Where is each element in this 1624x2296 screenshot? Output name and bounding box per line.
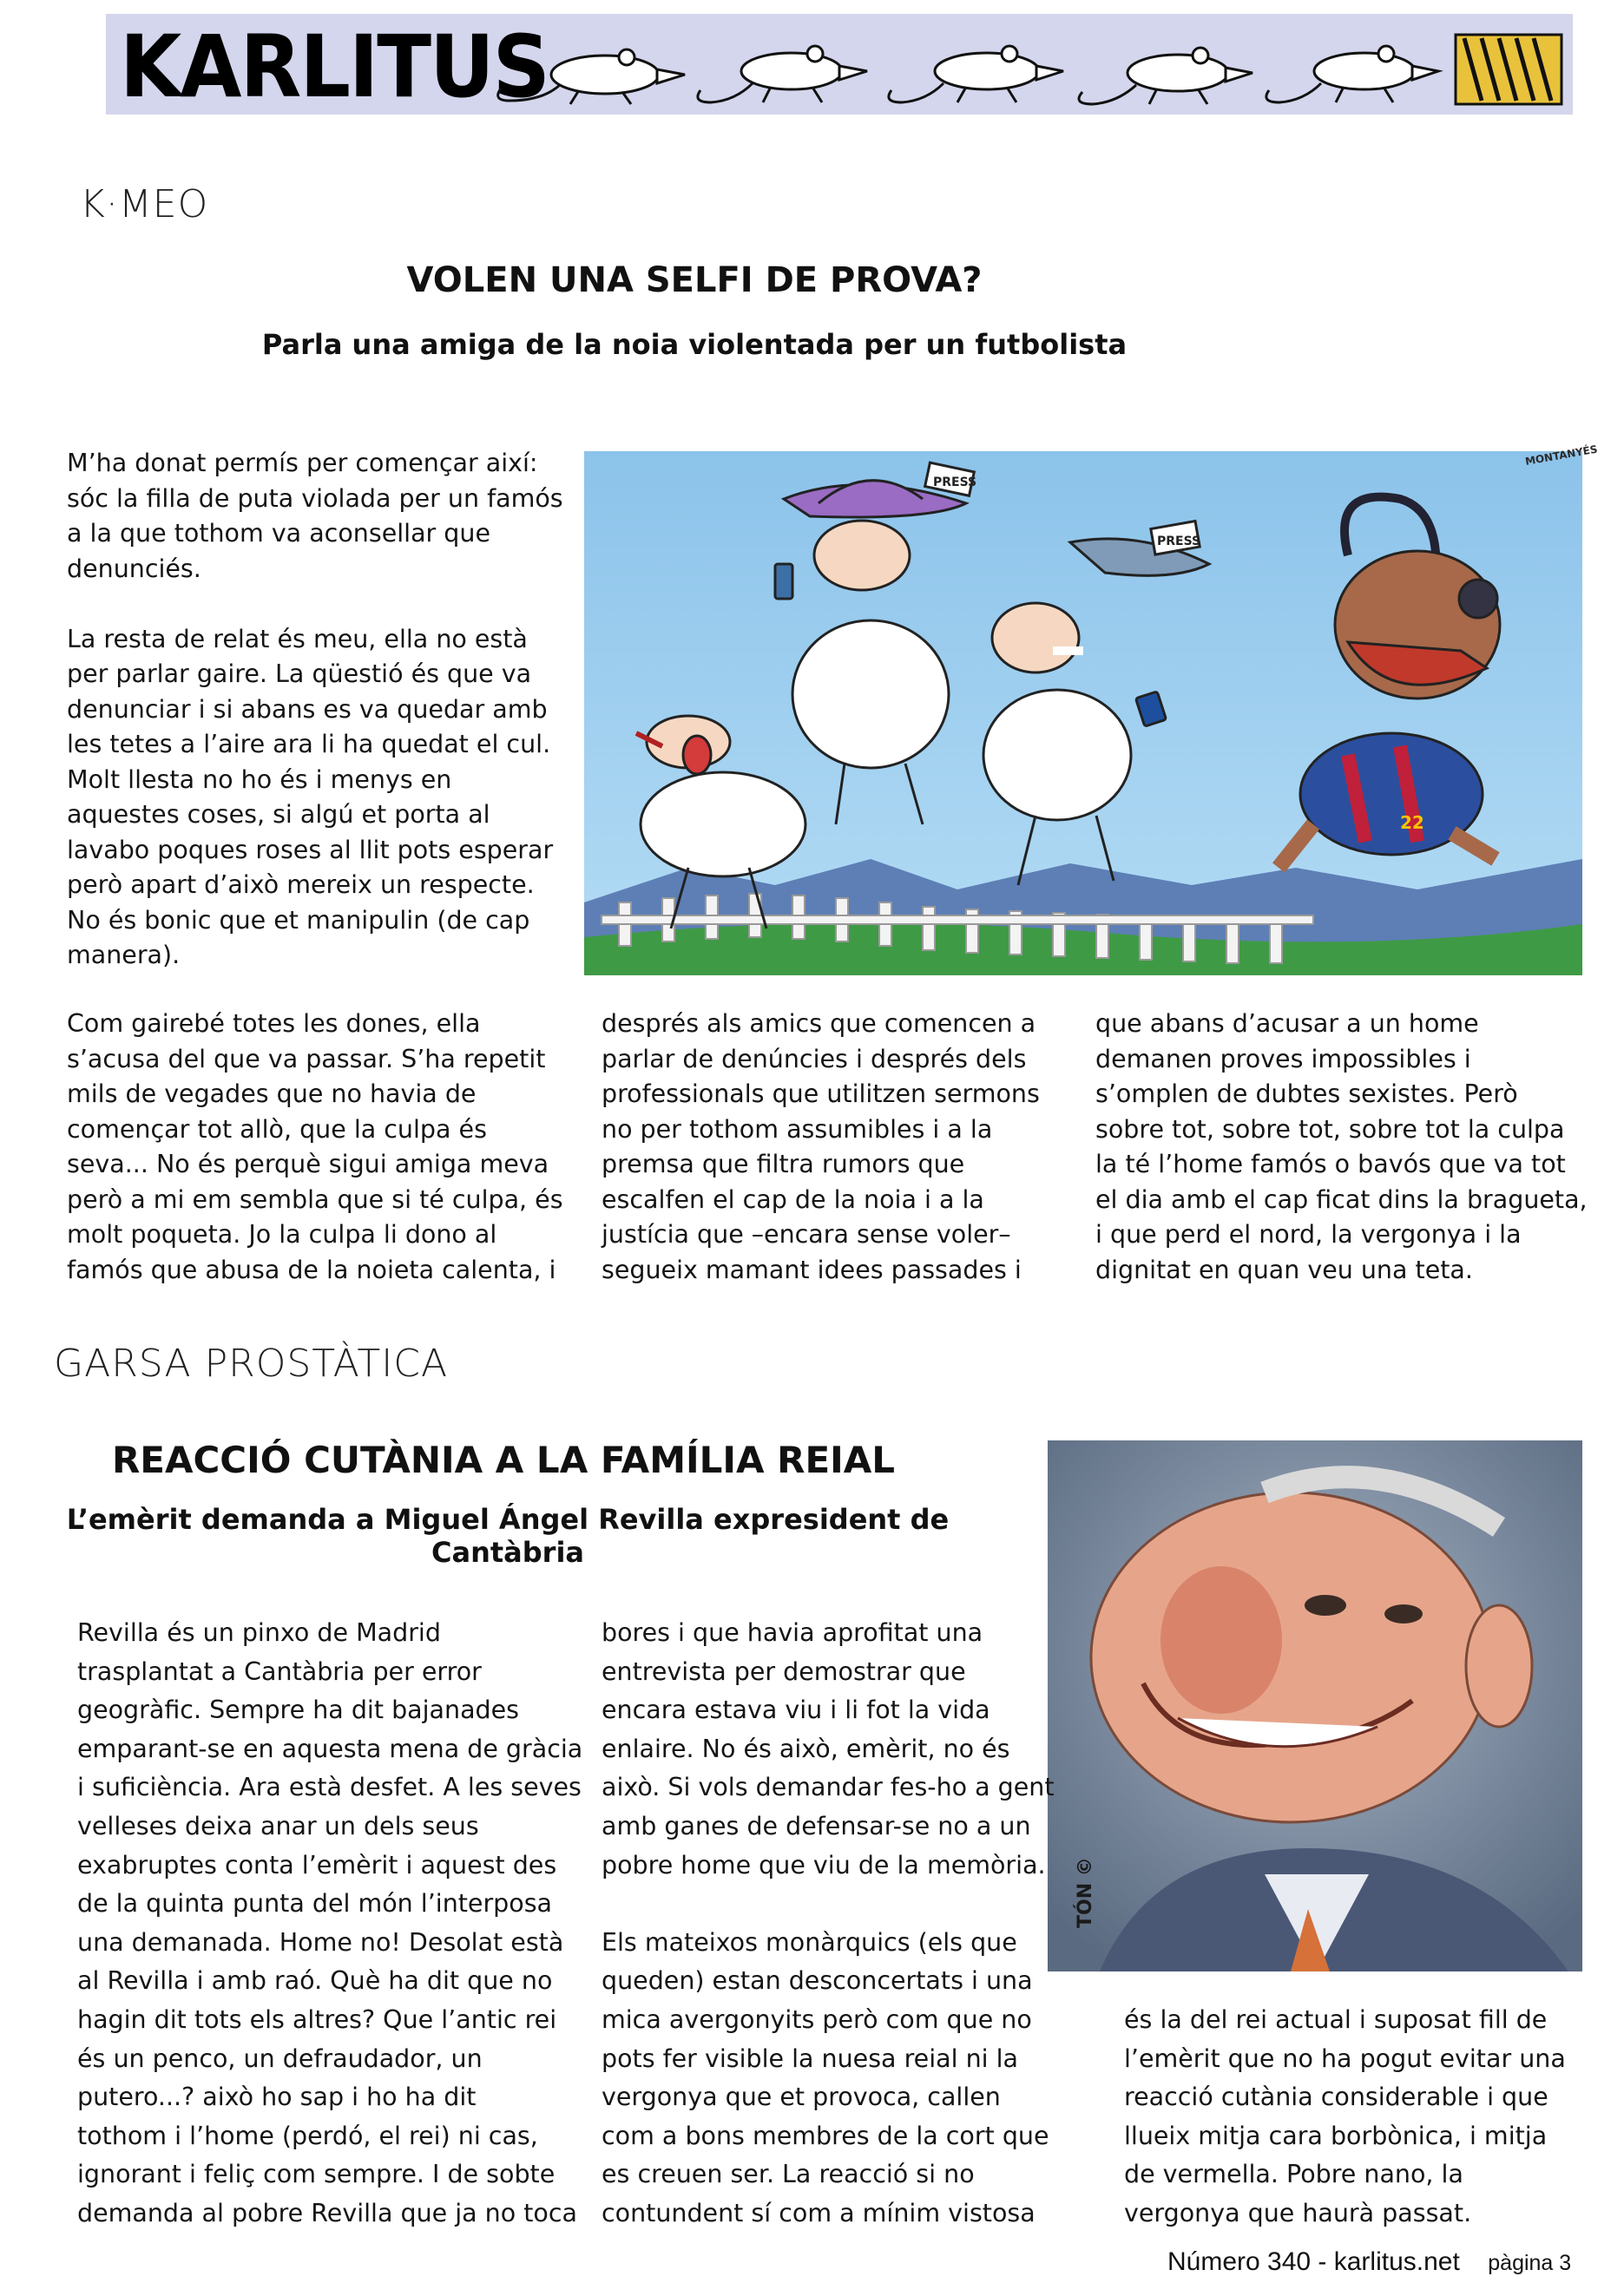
subhead-reaccio: L’emèrit demanda a Miguel Ángel Revilla expresident de Cantàbria (66, 1503, 950, 1569)
section2-column2: bores i que havia aprofitat una entrevista per demostrar que encara estava viu i li fot la vida enlaire. No és això, emèrit, no és això. Si vols demandar fes-ho a gent amb ganes de defensar-se no a un pobre home que viu de la memòria. Els mateixos monàrquics (els que queden) estan desconcertats i una mica avergonyits però com que no pots fer visible la nuesa reial ni la vergonya que et provoca, callen com a bons membres de la cort que es creuen ser. La reacció si no contundent sí com a mínim vistosa (602, 1618, 1055, 2227)
jersey-number: 22 (1400, 812, 1424, 833)
subhead-selfi: Parla una amiga de la noia violentada per un futbolista (261, 328, 1128, 361)
section-label-garsa: GARSA PROSTÀTICA (54, 1342, 449, 1386)
cartoon-illustration (584, 443, 1599, 975)
section1-column1: Com gairebé totes les dones, ella s’acusa del que va passar. S’ha repetit mils de vegades que no havia de començar tot allò, que la culpa és seva... No és perquè sigui amiga meva però a mi em sembla que si té culpa, és molt poqueta. Jo la culpa li dono al famós que abusa de la noieta calenta, i (67, 1009, 563, 1284)
page-footer (1167, 2247, 1619, 2282)
section2-column3: és la del rei actual i suposat fill de l’emèrit que no ha pogut evitar una reacció cutània considerable i que llueix mitja cara borbònica, i mitja de vermella. Pobre nano, la vergonya que haurà passat. (1124, 2005, 1566, 2227)
headline-selfi: VOLEN UNA SELFI DE PROVA? (406, 260, 983, 300)
portrait-svg (1048, 1440, 1582, 1971)
cartoon-svg (584, 443, 1599, 975)
intro-paragraph: M’ha donat permís per començar així: sóc la filla de puta violada per un famós a la que tothom va aconsellar que denunciés. La resta de relat és meu, ella no està per parlar gaire. La qüestió és que va denunciar i si abans es va quedar amb les tetes a l’aire ara li ha quedat el cul. Molt llesta no ho és i menys en aquestes coses, si algú et porta al lavabo poques roses al llit pots esperar però apart d’això mereix un respecte. No és bonic que et manipulin (de cap manera). (67, 449, 563, 969)
cartoon-signature: MONTANYÉS (1524, 443, 1599, 468)
section1-column3: que abans d’acusar a un home demanen proves impossibles i s’omplen de dubtes sexistes. Però sobre tot, sobre tot, sobre tot la culpa la té l’home famós o bavós que va tot el dia amb el cap ficat dins la bragueta, i que perd el nord, la vergonya i la dignitat en quan veu una teta. (1095, 1009, 1588, 1284)
press-label-2: PRESS (1157, 535, 1201, 548)
rats-illustration (483, 21, 1568, 113)
footer-page: pàgina 3 (1488, 2251, 1572, 2275)
header-banner (106, 14, 1573, 115)
section2-column1: Revilla és un pinxo de Madrid trasplantat a Cantàbria per error geogràfic. Sempre ha dit bajanades emparant-se en aquesta mena de gràcia i suficiència. Ara està desfet. A les seves velleses deixa anar un dels seus exabruptes conta l’emèrit i aquest des de la quinta punta del món l’interposa una demanada. Home no! Desolat està al Revilla i amb raó. Què ha dit que no hagin dit tots els altres? Que l’antic rei és un penco, un defraudador, un putero...? això ho sap i ho ha dit tothom i l’home (perdó, el rei) ni cas, ignorant i feliç com sempre. I de sobte demanda al pobre Revilla que ja no toca (77, 1618, 583, 2227)
section-label-kmeo: K·MEO (80, 182, 209, 226)
section1-column2: després als amics que comencen a parlar de denúncies i després dels professionals que utilitzen sermons no per tothom assumibles i a la premsa que filtra rumors que escalfen el cap de la noia i a la justícia que –encara sense voler– segueix mamant idees passades i (602, 1009, 1040, 1284)
portrait-caricature (1048, 1440, 1582, 1971)
portrait-signature: TÓN © (1075, 1857, 1096, 1928)
headline-reaccio: REACCIÓ CUTÀNIA A LA FAMÍLIA REIAL (111, 1439, 896, 1481)
footer-issue: Número 340 - karlitus.net (1167, 2247, 1460, 2276)
masthead-logo: KARLITUS (120, 16, 549, 117)
press-label-1: PRESS (933, 476, 977, 489)
